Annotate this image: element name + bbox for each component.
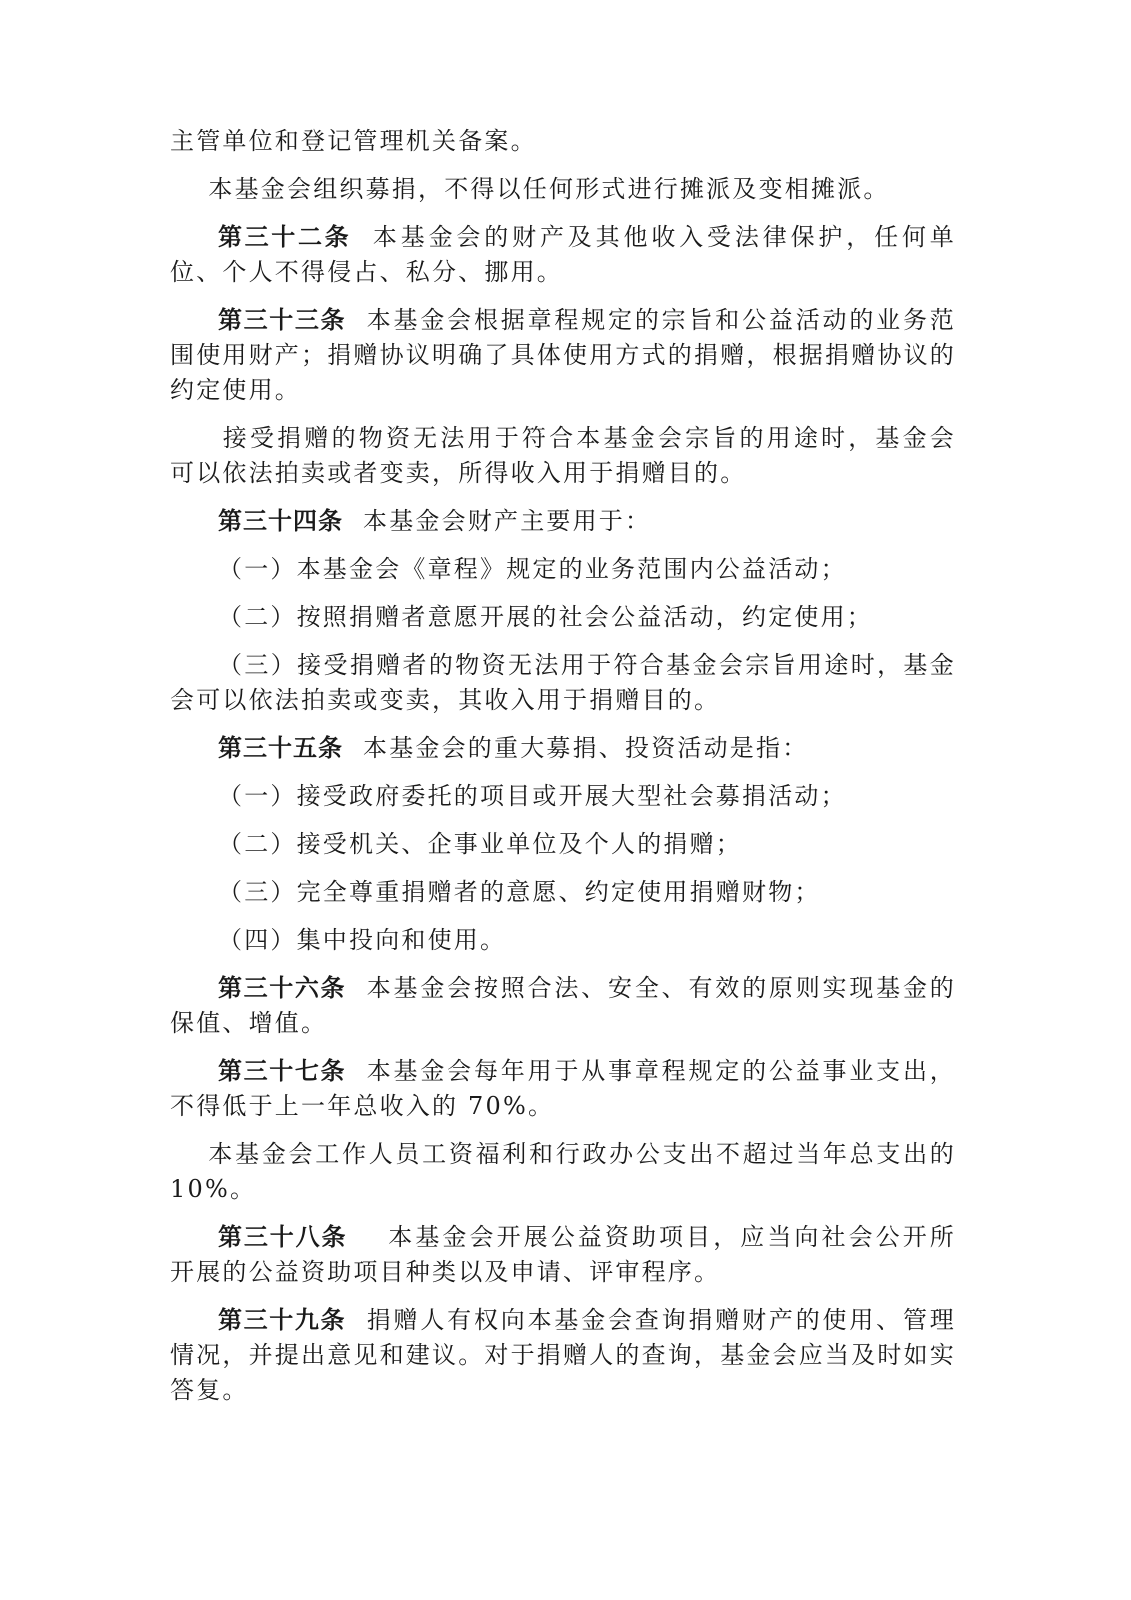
article-text: 本基金会的重大募捐、投资活动是指：	[363, 734, 809, 762]
article-text: 本基金会开展公益资助项目，应当向社会公开所开展的公益资助项目种类以及申请、评审程序。	[170, 1223, 957, 1286]
article-37	[170, 1054, 956, 1124]
list-item-text: （三）接受捐赠者的物资无法用于符合基金会宗旨用途时，基金会可以依法拍卖或变卖，其收入用于捐赠目的。	[170, 651, 956, 714]
paragraph-text: 接受捐赠的物资无法用于符合本基金会宗旨的用途时，基金会可以依法拍卖或者变卖，所得收入用于捐赠目的。	[170, 424, 956, 487]
article-heading: 第三十七条	[218, 1057, 347, 1085]
article-33	[170, 303, 956, 408]
paragraph-donation-sale	[170, 421, 956, 491]
article-text: 捐赠人有权向本基金会查询捐赠财产的使用、管理情况，并提出意见和建议。对于捐赠人的查询，基金会应当及时如实答复。	[170, 1306, 956, 1404]
article-heading: 第三十二条	[218, 223, 352, 251]
list-item-text: （二）接受机关、企事业单位及个人的捐赠；	[218, 830, 742, 858]
article-text: 本基金会财产主要用于：	[363, 507, 652, 535]
article-heading: 第三十九条	[218, 1306, 347, 1334]
list-item-text: （一）接受政府委托的项目或开展大型社会募捐活动；	[218, 782, 847, 810]
list-item	[170, 779, 956, 814]
list-item	[170, 552, 956, 587]
article-text: 本基金会按照合法、安全、有效的原则实现基金的保值、增值。	[170, 974, 956, 1037]
article-32	[170, 220, 956, 290]
article-heading: 第三十三条	[218, 306, 347, 334]
article-36	[170, 971, 956, 1041]
list-item	[170, 923, 956, 958]
paragraph-text: 本基金会组织募捐，不得以任何形式进行摊派及变相摊派。	[208, 175, 890, 203]
list-item-text: （二）按照捐赠者意愿开展的社会公益活动，约定使用；	[218, 603, 873, 631]
article-text: 本基金会的财产及其他收入受法律保护，任何单位、个人不得侵占、私分、挪用。	[170, 223, 956, 286]
article-38	[170, 1220, 956, 1290]
article-heading: 第三十五条	[218, 734, 343, 762]
list-item	[170, 648, 956, 718]
article-35	[170, 731, 956, 766]
paragraph-text: 主管单位和登记管理机关备案。	[170, 127, 537, 155]
list-item-text: （三）完全尊重捐赠者的意愿、约定使用捐赠财物；	[218, 878, 821, 906]
paragraph-text: 本基金会工作人员工资福利和行政办公支出不超过当年总支出的 10%。	[170, 1140, 956, 1203]
article-34	[170, 504, 956, 539]
paragraph-fundraising-rule	[170, 172, 956, 207]
article-text: 本基金会每年用于从事章程规定的公益事业支出，不得低于上一年总收入的 70%。	[170, 1057, 956, 1120]
paragraph-admin-expense	[170, 1137, 956, 1207]
article-heading: 第三十六条	[218, 974, 347, 1002]
list-item	[170, 827, 956, 862]
article-text: 本基金会根据章程规定的宗旨和公益活动的业务范围使用财产；捐赠协议明确了具体使用方式的捐赠，根据捐赠协议的约定使用。	[170, 306, 956, 404]
document-page	[170, 124, 956, 1421]
list-item	[170, 875, 956, 910]
paragraph-continued	[170, 124, 956, 159]
article-heading: 第三十四条	[218, 507, 343, 535]
article-39	[170, 1303, 956, 1408]
article-heading: 第三十八条	[218, 1223, 348, 1251]
list-item	[170, 600, 956, 635]
list-item-text: （一）本基金会《章程》规定的业务范围内公益活动；	[218, 555, 847, 583]
list-item-text: （四）集中投向和使用。	[218, 926, 507, 954]
